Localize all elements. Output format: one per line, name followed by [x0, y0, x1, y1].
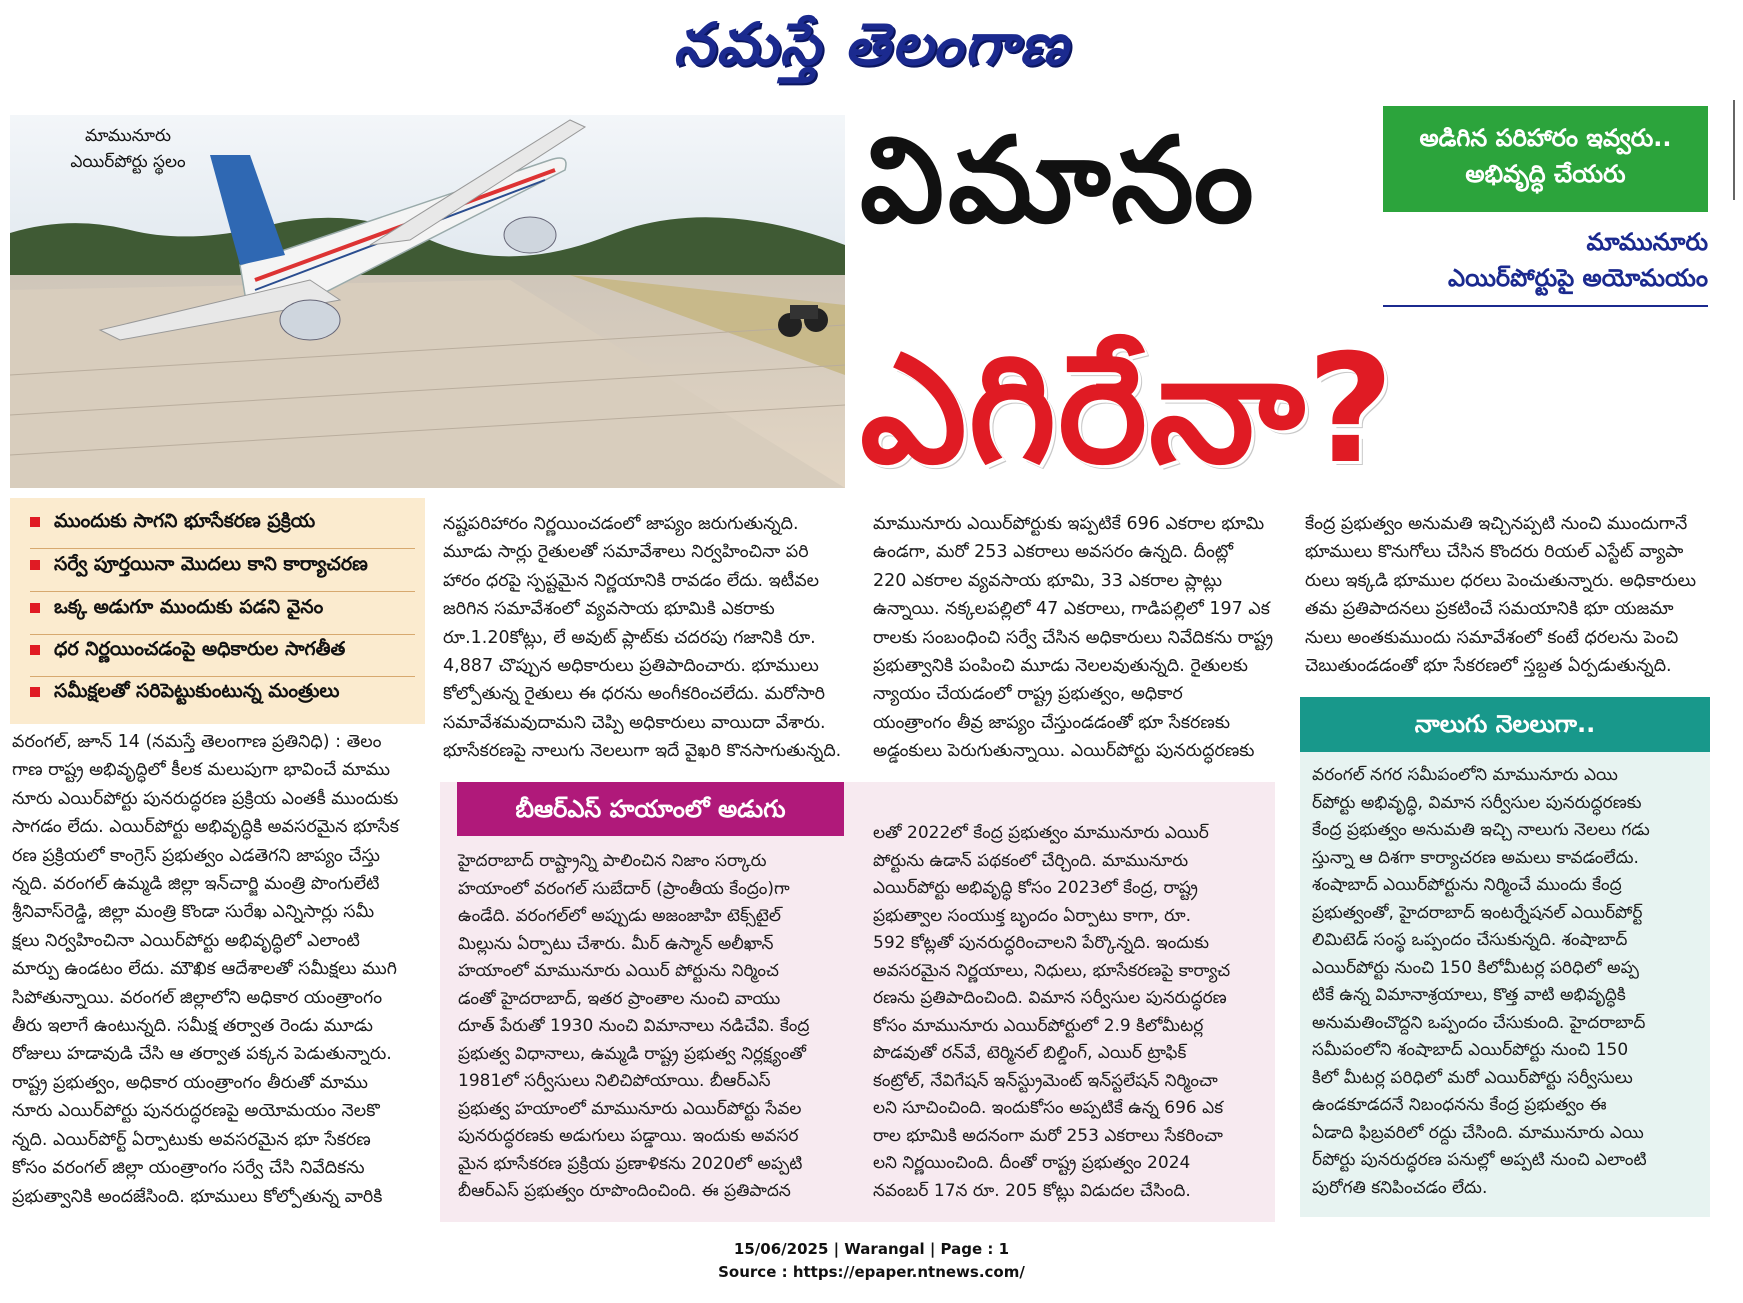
article-text-line: సిపోతున్నాయి. వరంగల్ జిల్లాలోని అధికార యంత్రాంగం	[12, 987, 383, 1008]
article-column-1	[12, 728, 422, 1211]
article-text-line: ప్రభుత్వానికి పంపించి మూడు నెలలవుతున్నది. రైతులకు	[873, 656, 1248, 677]
article-text-line: గాణ రాష్ట్ర అభివృద్ధిలో కీలక మలుపుగా భావించే మాము	[12, 760, 391, 781]
article-text-line: ప్రభుత్వంతో, హైదరాబాద్ ఇంటర్నేషనల్ ఎయిర్‌పోర్ట్	[1312, 902, 1643, 923]
sidebar-four-months-text	[1312, 762, 1700, 1202]
footer-source-link[interactable]: Source : https://epaper.ntnews.com/	[718, 1263, 1025, 1281]
caption-line: మామునూరు	[84, 126, 172, 146]
masthead-logo: నమస్తే తెలంగాణ	[673, 10, 1070, 78]
article-text-line: అడ్డంకులు పెరుగుతున్నాయి. ఎయిర్‌పోర్టు పునరుద్ధరణకు	[873, 741, 1255, 762]
article-text-line: మూడు సార్లు రైతులతో సమావేశాలు నిర్వహించినా పరి	[443, 542, 809, 563]
highlight-item	[30, 553, 368, 580]
article-text-line: దూత్ పేరుతో 1930 నుంచి విమానాలు నడిచేవి. కేంద్ర	[458, 1016, 810, 1036]
article-text-line: తమ ప్రతిపాదనలు ప్రకటించే సమయానికి భూ యజమా	[1305, 599, 1674, 620]
divider	[30, 591, 415, 592]
highlight-item	[30, 596, 323, 623]
article-text-line: ఎయిర్‌పోర్టు నుంచి 150 కిలోమీటర్ల పరిధిలో అప్ప	[1312, 957, 1639, 978]
article-text-line: ర్‌పోర్టు పునరుద్ధరణ పనుల్లో అప్పటి నుంచి ఎలాంటి	[1312, 1150, 1647, 1170]
article-text-line: డంతో హైదరాబాద్, ఇతర ప్రాంతాల నుంచి వాయు	[458, 988, 781, 1009]
article-text-line: మైన భూసేకరణ ప్రక్రియ ప్రణాళికను 2020లో అప్పటి	[458, 1153, 803, 1174]
article-text-line: నూరు ఎయిర్‌పోర్టు పునరుద్ధరణపై అయోమయం నెలకొ	[12, 1101, 380, 1122]
article-text-line: రోజులు హడావుడి చేసి ఆ తర్వాత పక్కన పెడుతున్నారు.	[12, 1044, 392, 1065]
article-text-line: తీరు ఇలాగే ఉంటున్నది. సమీక్ష తర్వాత రెండు మూడు	[12, 1016, 373, 1037]
article-text-line: రాలకు సంబంధించి సర్వే చేసిన అధికారులు నివేదికను రాష్ట్ర	[873, 627, 1274, 648]
article-text-line: రాష్ట్ర ప్రభుత్వం, అధికార యంత్రాంగం తీరుతో మాము	[12, 1072, 368, 1093]
article-text-line: వరంగల్ నగర సమీపంలోని మామునూరు ఎయి	[1312, 765, 1618, 785]
article-text-line: ఎయిర్‌పోర్టు అభివృద్ధి కోసం 2023లో కేంద్ర, రాష్ట్ర	[873, 878, 1198, 898]
article-text-line: హయాంలో వరంగల్ సుబేదార్ (ప్రాంతీయ కేంద్రం)గా	[458, 878, 790, 899]
article-text-line: ఉన్నాయి. నక్కలపల్లిలో 47 ఎకరాలు, గాడిపల్లిలో 197 ఎక	[873, 599, 1270, 620]
article-text-line: భూములు కొనుగోలు చేసిన కొందరు రియల్ ఎస్టేట్ వ్యాపా	[1305, 542, 1684, 563]
article-text-line: హయాంలో మామునూరు ఎయిర్ పోర్టును నిర్మించ	[458, 961, 779, 981]
divider	[30, 548, 415, 549]
article-text-line: కేంద్ర ప్రభుత్వం అనుమతి ఇచ్చినప్పటి నుంచి ముందుగానే	[1305, 514, 1688, 534]
bullet-square-icon	[30, 645, 40, 655]
highlights-box	[10, 498, 425, 724]
divider	[30, 676, 415, 677]
article-text-line: సమీపంలోని శంషాబాద్ ఎయిర్‌పోర్టు నుంచి 150	[1312, 1040, 1629, 1060]
article-text-line: రులు ఇక్కడి భూముల ధరలు పెంచుతున్నారు. అధికారులు	[1305, 570, 1697, 591]
article-text-line: యంత్రాంగం తీవ్ర జాప్యం చేస్తుండడంతో భూ సేకరణకు	[873, 712, 1231, 733]
article-text-line: ప్రభుత్వ హయాంలో మామునూరు ఎయిర్‌పోర్టు సేవల	[458, 1098, 802, 1119]
article-text-line: ఏడాది ఫిబ్రవరిలో రద్దు చేసింది. మామునూరు ఎయి	[1312, 1122, 1644, 1143]
article-text-line: ర్‌పోర్టు అభివృద్ధి, విమాన సర్వీసుల పునరుద్ధరణకు	[1312, 792, 1642, 813]
sidebar-brs-column-2	[873, 820, 1261, 1205]
article-text-line: శ్రీనివాస్‌రెడ్డి, జిల్లా మంత్రి కొండా సురేఖ ఎన్నిసార్లు సమీ	[12, 902, 375, 923]
airport-photo	[10, 115, 845, 488]
article-text-line: జరిగిన సమావేశంలో వ్యవసాయ భూమికి ఎకరాకు	[443, 599, 775, 620]
article-text-line: శంషాబాద్ ఎయిర్‌పోర్టును నిర్మించే ముందు కేంద్ర	[1312, 875, 1622, 895]
article-text-line: మిల్లును ఏర్పాటు చేశారు. మీర్ ఉస్మాన్ అలీఖాన్	[458, 933, 774, 954]
article-text-line: నష్టపరిహారం నిర్ణయించడంలో జాప్యం జరుగుతున్నది.	[443, 514, 799, 534]
highlight-text: సమీక్షలతో సరిపెట్టుకుంటున్న మంత్రులు	[54, 680, 340, 702]
article-column-3	[873, 510, 1277, 766]
highlight-text: ముందుకు సాగని భూసేకరణ ప్రక్రియ	[54, 510, 316, 532]
article-text-line: నులు అంతకుముందు సమావేశంలో కంటే ధరలను పెంచి	[1305, 627, 1679, 648]
article-text-line: ఉండకూడదనే నిబంధనను కేంద్ర ప్రభుత్వం ఈ	[1312, 1095, 1607, 1115]
article-text-line: లని నిర్ణయించింది. దీంతో రాష్ట్ర ప్రభుత్వం 2024	[873, 1153, 1191, 1173]
footer-date-edition: 15/06/2025 | Warangal | Page : 1	[733, 1240, 1010, 1258]
highlight-text: ఒక్క అడుగూ ముందుకు పడని వైనం	[54, 596, 324, 618]
sidebar-heading-four-months: నాలుగు నెలలుగా..	[1300, 697, 1710, 752]
highlight-item	[30, 680, 339, 707]
article-text-line: పొడవుతో రన్‌వే, టెర్మినల్ బిల్డింగ్, ఎయిర్ ట్రాఫిక్	[873, 1043, 1187, 1063]
subheadline	[1383, 224, 1708, 296]
subhead-divider	[1383, 305, 1708, 307]
bullet-square-icon	[30, 687, 40, 697]
headline-line2: ఎగిరేనా?	[860, 323, 1396, 497]
article-text-line: హారం ధరపై స్పష్టమైన నిర్ణయానికి రావడం లేదు. ఇటీవల	[443, 570, 820, 591]
highlight-text: ధర నిర్ణయించడంపై అధికారుల సాగతీత	[54, 638, 346, 660]
bullet-square-icon	[30, 560, 40, 570]
article-text-line: కోల్పోతున్న రైతులు ఈ ధరను అంగీకరించలేదు. మరోసారి	[443, 684, 825, 705]
article-text-line: కోసం మామునూరు ఎయిర్‌పోర్టులో 2.9 కిలోమీటర్ల	[873, 1015, 1204, 1036]
subhead-line: ఎయిర్‌పోర్టుపై అయోమయం	[1448, 264, 1708, 292]
article-text-line: కేంద్ర ప్రభుత్వం అనుమతి ఇచ్చి నాలుగు నెలలు గడు	[1312, 820, 1650, 840]
article-text-line: కిలో మీటర్ల పరిధిలో మరో ఎయిర్‌పోర్టు సర్వీసులు	[1312, 1067, 1633, 1088]
article-text-line: బీఆర్‌ఎస్ ప్రభుత్వం రూపొందించింది. ఈ ప్రతిపాదన	[458, 1181, 791, 1201]
article-text-line: చెబుతుండడంతో భూ సేకరణలో స్తబ్దత ఏర్పడుతున్నది.	[1305, 656, 1672, 677]
article-text-line: కంట్రోల్, నేవిగేషన్ ఇన్‌స్ట్రుమెంట్ ఇన్‌స్టలేషన్ నిర్మించా	[873, 1070, 1218, 1091]
article-text-line: మామునూరు ఎయిర్‌పోర్టుకు ఇప్పటికే 696 ఎకరాల భూమి	[873, 514, 1265, 534]
article-text-line: కోసం వరంగల్ జిల్లా యంత్రాంగం సర్వే చేసి నివేదికను	[12, 1158, 365, 1179]
article-text-line: ప్రభుత్వానికి అందజేసింది. భూములు కోల్పోతున్న వారికి	[12, 1186, 383, 1207]
highlight-text: సర్వే పూర్తయినా మొదలు కాని కార్యాచరణ	[54, 553, 368, 575]
article-text-line: లిమిటెడ్ సంస్థ ఒప్పందం చేసుకున్నది. శంషాబాద్	[1312, 930, 1628, 950]
article-text-line: స్తున్నా ఆ దిశగా కార్యాచరణ అమలు కావడంలేదు.	[1312, 847, 1639, 868]
article-text-line: 1981లో సర్వీసులు నిలిచిపోయాయి. బీఆర్‌ఎస్	[458, 1071, 771, 1091]
article-text-line: ప్రభుత్వ విధానాలు, ఉమ్మడి రాష్ట్ర ప్రభుత్వ నిర్లక్ష్యంతో	[458, 1043, 806, 1064]
article-text-line: నూరు ఎయిర్‌పోర్టు పునరుద్ధరణ ప్రక్రియ ఎంతకీ ముందుకు	[12, 788, 399, 809]
article-text-line: హైదరాబాద్ రాష్ట్రాన్ని పాలించిన నిజాం సర్కారు	[458, 851, 767, 871]
highlight-item	[30, 510, 315, 537]
kicker-line: అభివృద్ధి చేయరు	[1465, 160, 1626, 188]
article-column-2	[443, 510, 846, 766]
article-text-line: రణ ప్రక్రియలో కాంగ్రెస్ ప్రభుత్వం ఎడతెగని జాప్యం చేస్తు	[12, 845, 380, 866]
photo-caption	[38, 123, 218, 175]
divider	[30, 634, 415, 635]
article-text-line: 4,887 చొప్పున అధికారులు ప్రతిపాదించారు. భూములు	[443, 656, 819, 677]
bullet-square-icon	[30, 603, 40, 613]
article-text-line: ఉండేది. వరంగల్‌లో అప్పుడు అజంజాహి టెక్స్‌టైల్	[458, 906, 781, 926]
article-text-line: సాగడం లేదు. ఎయిర్‌పోర్టు అభివృద్ధికి అవసరమైన భూసేక	[12, 817, 399, 838]
article-text-line: పురోగతి కనిపించడం లేదు.	[1312, 1177, 1488, 1198]
kicker-line: అడిగిన పరిహారం ఇవ్వరు..	[1419, 124, 1672, 152]
headline-line1: విమానం	[860, 111, 1258, 249]
article-text-line: లతో 2022లో కేంద్ర ప్రభుత్వం మామునూరు ఎయిర్	[873, 823, 1209, 843]
article-text-line: ప్రభుత్వాల సంయుక్త బృందం ఏర్పాటు కాగా, రూ.	[873, 905, 1191, 926]
bullet-square-icon	[30, 517, 40, 527]
article-text-line: పోర్టును ఉడాన్ పథకంలో చేర్చింది. మామునూరు	[873, 850, 1189, 871]
article-text-line: అవసరమైన నిర్ణయాలు, నిధులు, భూసేకరణపై కార్యాచ	[873, 960, 1231, 981]
article-text-line: భూసేకరణపై నాలుగు నెలలుగా ఇదే వైఖరి కొనసాగుతున్నది.	[443, 741, 842, 762]
kicker-box	[1383, 106, 1708, 212]
article-text-line: పునరుద్ధరణకు అడుగులు పడ్డాయి. ఇందుకు అవసర	[458, 1126, 799, 1146]
article-column-4	[1305, 510, 1711, 680]
article-text-line: న్నది. వరంగల్ ఉమ్మడి జిల్లా ఇన్‌చార్జి మంత్రి పొంగులేటి	[12, 874, 380, 895]
article-text-line: వరంగల్, జూన్ 14 (నమస్తే తెలంగాణ ప్రతినిధి) : తెలం	[12, 732, 382, 752]
article-text-line: రాల భూమికి అదనంగా మరో 253 ఎకరాలు సేకరించా	[873, 1125, 1223, 1146]
article-text-line: రణను ప్రతిపాదించింది. విమాన సర్వీసుల పునరుద్ధరణ	[873, 988, 1227, 1008]
article-text-line: రూ.1.20కోట్లు, లే అవుట్ ప్లాట్‌కు చదరపు గజానికి రూ.	[443, 627, 816, 648]
article-text-line: క్షలు నిర్వహించినా ఎయిర్‌పోర్టు అభివృద్ధిలో ఎలాంటి	[12, 930, 360, 951]
article-text-line: న్నది. ఎయిర్‌పోర్ట్ ఏర్పాటుకు అవసరమైన భూ సేకరణ	[12, 1129, 371, 1150]
article-text-line: మార్పు ఉండటం లేదు. మౌఖిక ఆదేశాలతో సమీక్షలు ముగి	[12, 959, 397, 980]
article-text-line: న్యాయం చేయడంలో రాష్ట్ర ప్రభుత్వం, అధికార	[873, 684, 1183, 705]
highlight-item	[30, 638, 345, 665]
article-text-line: అనుమతించొద్దని ఒప్పందం చేసుకుంది. హైదరాబాద్	[1312, 1012, 1646, 1033]
article-text-line: నవంబర్ 17న రూ. 205 కోట్లు విడుదల చేసింది.	[873, 1180, 1191, 1201]
article-text-line: 592 కోట్లతో పునరుద్ధరించాలని పేర్కొన్నది. ఇందుకు	[873, 933, 1209, 953]
article-text-line: టికే ఉన్న విమానాశ్రయాలు, కొత్త వాటి అభివృద్ధికి	[1312, 985, 1626, 1005]
scrollbar-marker[interactable]	[1733, 100, 1735, 200]
article-text-line: లని సూచించింది. ఇందుకోసం అప్పటికే ఉన్న 696 ఎక	[873, 1098, 1224, 1118]
sidebar-brs-column-1	[458, 848, 844, 1206]
article-text-line: సమావేశమవుదామని చెప్పి అధికారులు వాయిదా వేశారు.	[443, 712, 826, 733]
caption-line: ఎయిర్‌పోర్టు స్థలం	[70, 152, 186, 172]
subhead-line: మామునూరు	[1586, 228, 1708, 256]
sidebar-heading-brs: బీఆర్‌ఎస్ హయాంలో అడుగు	[457, 782, 844, 836]
article-text-line: ఉండగా, మరో 253 ఎకరాలు అవసరం ఉన్నది. దీంట్లో	[873, 542, 1233, 563]
article-text-line: 220 ఎకరాల వ్యవసాయ భూమి, 33 ఎకరాల ప్లాట్లు	[873, 570, 1223, 591]
